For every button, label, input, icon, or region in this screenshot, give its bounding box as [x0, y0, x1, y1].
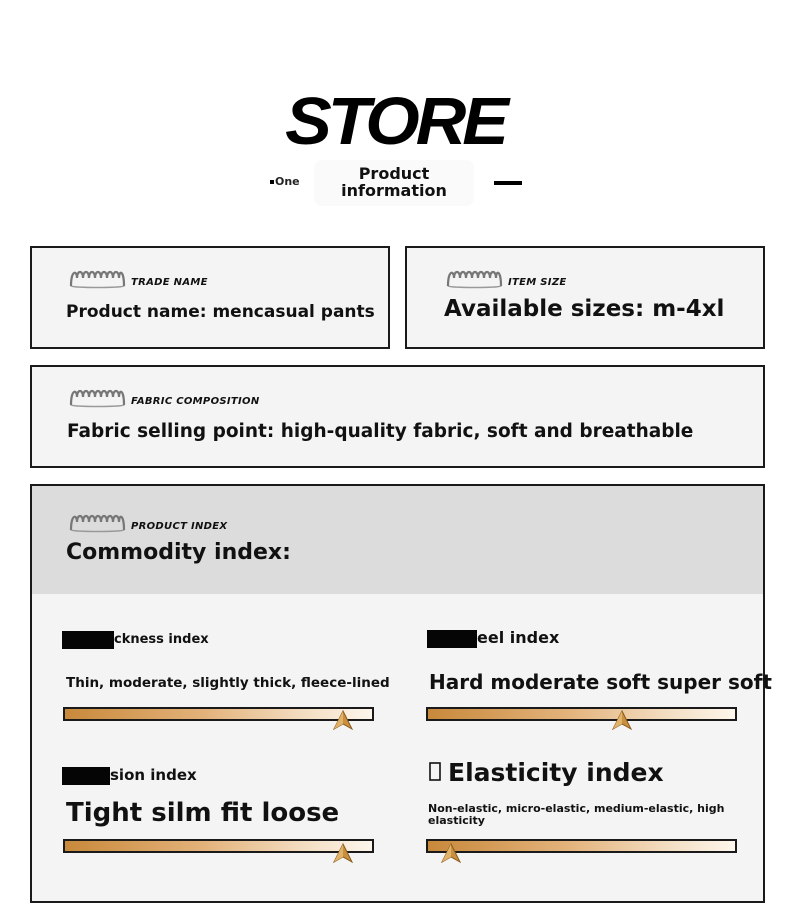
fabric-card: [30, 365, 765, 468]
item-size-tag-label: ITEM SIZE: [508, 276, 567, 288]
arrow-up-marker-icon: [333, 843, 353, 863]
spring-coil-icon: [68, 512, 126, 534]
store-title: STORE: [285, 83, 505, 159]
elasticity-index-label: Elasticity index: [448, 758, 664, 787]
tension-index-options: Tight silm fit loose: [66, 798, 340, 828]
arrow-up-marker-icon: [612, 710, 632, 730]
fabric-tag: [68, 387, 260, 409]
section-number: [270, 175, 300, 188]
redacted-block: [62, 631, 114, 649]
trade-name-tag-label: TRADE NAME: [131, 276, 208, 288]
redacted-block: [62, 767, 110, 785]
trade-name-tag: [68, 268, 208, 290]
section-title: Product information: [314, 160, 474, 206]
bullet-icon: [270, 180, 274, 184]
thickness-index-options: Thin, moderate, slightly thick, fleece-lined: [66, 675, 390, 691]
product-index-tag-label: PRODUCT INDEX: [131, 520, 228, 532]
tension-index-bar: [63, 839, 374, 853]
item-size-tag: [445, 268, 567, 290]
trade-name-card: [30, 246, 390, 349]
item-size-card: [405, 246, 765, 349]
product-index-tag: [68, 512, 227, 534]
arrow-up-marker-icon: [441, 843, 461, 863]
thickness-index-bar: [63, 707, 374, 721]
fabric-value: Fabric selling point: high-quality fabric, soft and breathable: [67, 421, 694, 442]
feel-index-bar: [426, 707, 737, 721]
trade-name-value: Product name: mencasual pants: [66, 302, 375, 322]
elasticity-index-bar: [426, 839, 737, 853]
spring-coil-icon: [68, 387, 126, 409]
section-number-label: One: [275, 175, 300, 188]
spring-coil-icon: [445, 268, 503, 290]
placeholder-box-icon: [429, 762, 441, 781]
commodity-index-title: Commodity index:: [66, 540, 291, 565]
tension-index-label: sion index: [110, 766, 197, 784]
product-index-card: [30, 484, 772, 903]
fabric-tag-label: FABRIC COMPOSITION: [131, 395, 260, 407]
thickness-index-label: ckness index: [114, 632, 209, 647]
arrow-up-marker-icon: [333, 710, 353, 730]
feel-index-label: eel index: [477, 628, 560, 647]
item-size-value: Available sizes: m-4xl: [444, 296, 725, 322]
spring-coil-icon: [68, 268, 126, 290]
redacted-block: [427, 630, 477, 648]
elasticity-index-options: Non-elastic, micro-elastic, medium-elastic, high elasticity: [428, 802, 725, 827]
feel-index-options: Hard moderate soft super soft: [429, 670, 772, 694]
header-divider: [494, 181, 522, 185]
